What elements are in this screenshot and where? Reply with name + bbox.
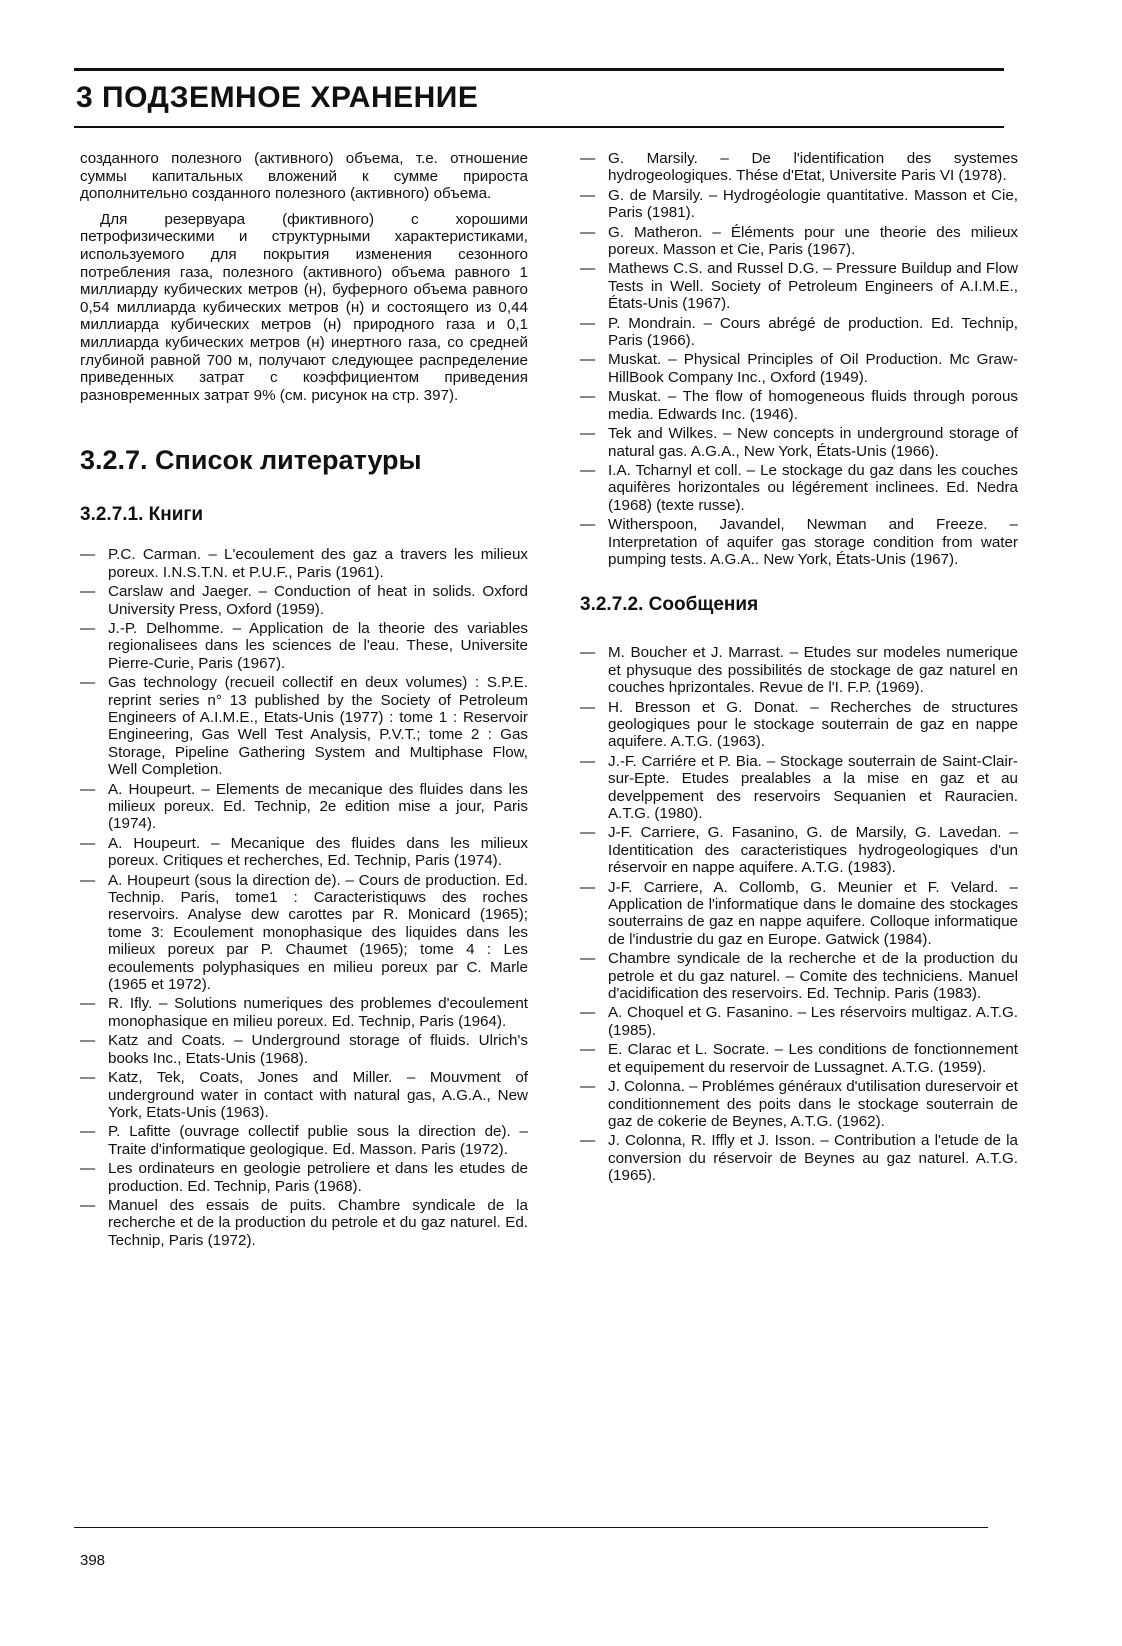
reference-item: — J. Colonna. – Problémes généraux d'utilisation dureservoir et conditionnement des poits dans le stockage souterrain de gaz de cokerie de Beynes, A.T.G. (1962). bbox=[580, 1078, 1018, 1130]
reference-item: — P. Lafitte (ouvrage collectif publie sous la direction de). – Traite d'informatique geologique. Ed. Masson. Paris (1972). bbox=[80, 1123, 528, 1158]
books-list-continued bbox=[580, 150, 1018, 568]
reference-item: — A. Choquel et G. Fasanino. – Les réservoirs multigaz. A.T.G. (1985). bbox=[580, 1004, 1018, 1039]
messages-list bbox=[580, 644, 1018, 1184]
reference-item: — Mathews C.S. and Russel D.G. – Pressure Buildup and Flow Tests in Well. Society of Petroleum Engineers of A.I.M.E., États-Unis (1967). bbox=[580, 260, 1018, 312]
reference-item: — Manuel des essais de puits. Chambre syndicale de la recherche et de la production du petrole et du gaz naturel. Ed. Technip, Paris (1972). bbox=[80, 1197, 528, 1249]
reference-item: — Katz, Tek, Coats, Jones and Miller. – Mouvment of underground water in contact with natural gas, A.G.A., New York, Etats-Unis (1963). bbox=[80, 1069, 528, 1121]
reference-item: — E. Clarac et L. Socrate. – Les conditions de fonctionnement et equipement du reservoir de Lussagnet. A.T.G. (1959). bbox=[580, 1041, 1018, 1076]
chapter-title: 3 ПОДЗЕМНОЕ ХРАНЕНИЕ bbox=[76, 81, 479, 114]
header-rule-bottom bbox=[74, 126, 1004, 128]
paragraph-reservoir-example: Для резервуара (фиктивного) с хорошими петрофизическими и структурными характеристиками, используемого для покрытия изменения сезонного потребления газа, полезного (активного) объема равного 1 миллиарду кубических метров (н), буферного объема равного 0,54 миллиарда кубических метров (н) и состоящего из 0,44 миллиарда кубических метров (н) природного газа и 0,1 миллиарда кубических метров (н) инертного газа, со средней глубиной равной 700 м, получают следующее распределение приведенных затрат с коэффициентом приведения разновременных затрат 9% (см. рисунок на стр. 397). bbox=[80, 210, 528, 404]
subsection-title-books: 3.2.7.1. Книги bbox=[80, 504, 204, 526]
section-title-references: 3.2.7. Список литературы bbox=[80, 445, 422, 476]
paragraph-continuation: созданного полезного (активного) объема, т.е. отношение суммы капитальных вложений к сумме прироста дополнительно созданного полезного (активного) объема. bbox=[80, 150, 528, 203]
right-column bbox=[580, 150, 1018, 1187]
footer-rule bbox=[74, 1527, 988, 1528]
reference-item: — Gas technology (recueil collectif en deux volumes) : S.P.E. reprint series n° 13 published by the Society of Petroleum Engineers of A.I.M.E., Etats-Unis (1977) : tome 1 : Reservoir Engineering, Gas Well Test Analysis, P.V.T.; tome 2 : Gas Storage, Pipeline Gathering System and Multiphase Flow, Well Completion. bbox=[80, 674, 528, 778]
reference-item: — Witherspoon, Javandel, Newman and Freeze. – Interpretation of aquifer gas storage condition from water pumping tests. A.G.A.. New York, États-Unis (1967). bbox=[580, 516, 1018, 568]
reference-item: — Les ordinateurs en geologie petroliere et dans les etudes de production. Ed. Technip, Paris (1968). bbox=[80, 1160, 528, 1195]
reference-item: — A. Houpeurt. – Elements de mecanique des fluides dans les milieux poreux. Ed. Technip, 2e edition mise a jour, Paris (1974). bbox=[80, 781, 528, 833]
reference-item: — P.C. Carman. – L'ecoulement des gaz a travers les milieux poreux. I.N.S.T.N. et P.U.F., Paris (1961). bbox=[80, 546, 528, 581]
reference-item: — P. Mondrain. – Cours abrégé de production. Ed. Technip, Paris (1966). bbox=[580, 315, 1018, 350]
reference-item: — I.A. Tcharnyl et coll. – Le stockage du gaz dans les couches aquifères horizontales ou légérement inclinees. Ed. Nedra (1968) (texte russe). bbox=[580, 462, 1018, 514]
reference-item: — Muskat. – Physical Principles of Oil Production. Mc Graw-HillBook Company Inc., Oxford (1949). bbox=[580, 351, 1018, 386]
books-list bbox=[80, 546, 528, 1249]
reference-item: — Katz and Coats. – Underground storage of fluids. Ulrich's books Inc., Etats-Unis (1968). bbox=[80, 1032, 528, 1067]
reference-item: — A. Houpeurt. – Mecanique des fluides dans les milieux poreux. Critiques et recherches, Ed. Technip, Paris (1974). bbox=[80, 835, 528, 870]
reference-item: — H. Bresson et G. Donat. – Recherches de structures geologiques pour le stockage souterrain de gaz en nappe aquifere. A.T.G. (1963). bbox=[580, 699, 1018, 751]
reference-item: — J-F. Carriere, A. Collomb, G. Meunier et F. Velard. – Application de l'informatique dans le domaine des stockages souterrains de gaz en nappe aquifere. Colloque informatique de l'industrie du gaz en Europe. Gatwick (1984). bbox=[580, 879, 1018, 949]
reference-item: — Carslaw and Jaeger. – Conduction of heat in solids. Oxford University Press, Oxford (1959). bbox=[80, 583, 528, 618]
page-number: 398 bbox=[80, 1552, 106, 1569]
left-column bbox=[80, 150, 528, 1251]
reference-item: — Chambre syndicale de la recherche et de la production du petrole et du gaz naturel. – Comite des techniciens. Manuel d'acidification des reservoirs. Ed. Technip. Paris (1983). bbox=[580, 950, 1018, 1002]
reference-item: — A. Houpeurt (sous la direction de). – Cours de production. Ed. Technip. Paris, tome1 : Caracteristiquws des roches reservoirs. Analyse dew carottes par R. Monicard (1965); tome 3: Ecoulement monophasique des liquides dans les milieux poreux par P. Chaumet (1965); tome 4 : Les ecoulements polyphasiques en milieu poreux par C. Marle (1965 et 1972). bbox=[80, 872, 528, 994]
reference-item: — G. de Marsily. – Hydrogéologie quantitative. Masson et Cie, Paris (1981). bbox=[580, 187, 1018, 222]
reference-item: — J. Colonna, R. Iffly et J. Isson. – Contribution a l'etude de la conversion du réservoir de Beynes au gaz naturel. A.T.G. (1965). bbox=[580, 1132, 1018, 1184]
reference-item: — J.-P. Delhomme. – Application de la theorie des variables regionalisees dans les sciences de l'eau. These, Universite Pierre-Curie, Paris (1967). bbox=[80, 620, 528, 672]
reference-item: — J.-F. Carriére et P. Bia. – Stockage souterrain de Saint-Clair-sur-Epte. Etudes prealables a la mise en gaz et au develppement des reservoirs Sequanien et Rauracien. A.T.G. (1980). bbox=[580, 753, 1018, 823]
reference-item: — Muskat. – The flow of homogeneous fluids through porous media. Edwards Inc. (1946). bbox=[580, 388, 1018, 423]
header-rule-top bbox=[74, 68, 1004, 71]
reference-item: — J-F. Carriere, G. Fasanino, G. de Marsily, G. Lavedan. – Identitication des caracteristiques hydrogeologiques d'un réservoir en nappe aquifere. A.T.G. (1983). bbox=[580, 824, 1018, 876]
subsection-title-messages: 3.2.7.2. Сообщения bbox=[580, 594, 759, 616]
reference-item: — G. Marsily. – De l'identification des systemes hydrogeologiques. Thése d'Etat, Universite Paris VI (1978). bbox=[580, 150, 1018, 185]
reference-item: — R. Ifly. – Solutions numeriques des problemes d'ecoulement monophasique en milieu poreux. Ed. Technip, Paris (1964). bbox=[80, 995, 528, 1030]
reference-item: — Tek and Wilkes. – New concepts in underground storage of natural gas. A.G.A., New York, États-Unis (1966). bbox=[580, 425, 1018, 460]
reference-item: — G. Matheron. – Éléments pour une theorie des milieux poreux. Masson et Cie, Paris (1967). bbox=[580, 224, 1018, 259]
reference-item: — M. Boucher et J. Marrast. – Etudes sur modeles numerique et physuque des possibilités de stockage de gaz naturel en couches hprizontales. Revue de l'I. F.P. (1969). bbox=[580, 644, 1018, 696]
